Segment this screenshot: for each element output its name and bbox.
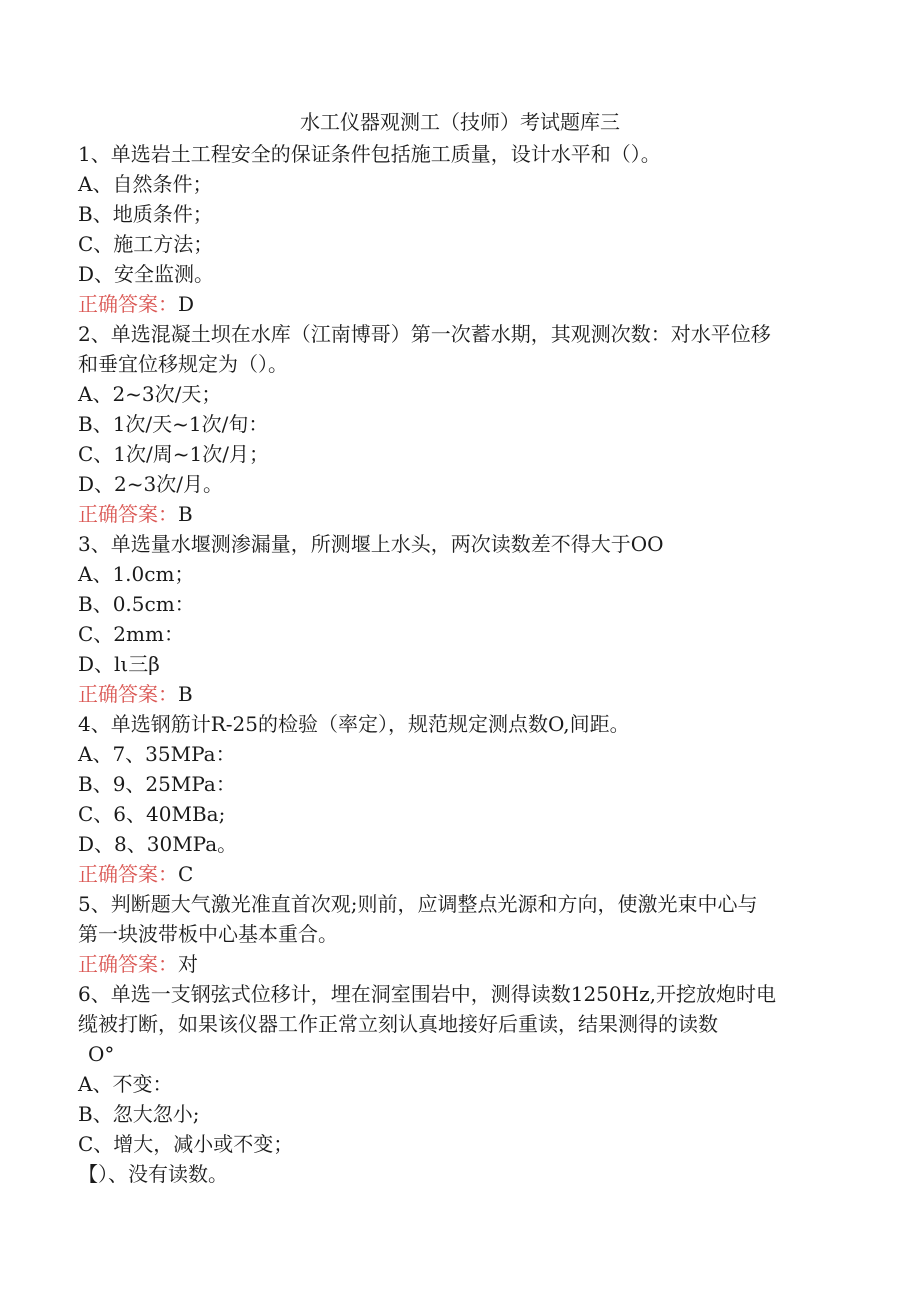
answer-option: 【）、没有读数。 — [78, 1162, 228, 1186]
question-block — [78, 529, 838, 709]
answer-option: C、增大，减小或不变； — [78, 1132, 294, 1156]
correct-answer-value: B — [178, 502, 193, 526]
answer-option: A、1.0cm； — [78, 562, 195, 586]
answer-option: B、地质条件； — [78, 202, 213, 226]
correct-answer-value: D — [178, 292, 195, 316]
question-text-line: 5、判断题大气激光准直首次观;则前，应调整点光源和方向，使激光束中心与 — [78, 892, 758, 916]
answer-option: D、8、30MPa。 — [78, 832, 238, 856]
answer-option: C、2mm： — [78, 622, 184, 646]
question-block — [78, 889, 838, 979]
correct-answer — [78, 859, 838, 889]
question-text-line: 4、单选钢筋计R-25的检验（率定），规范规定测点数O,间距。 — [78, 712, 630, 736]
correct-answer-value: 对 — [178, 952, 198, 976]
answer-option: D、安全监测。 — [78, 262, 215, 286]
answer-option: B、0.5cm： — [78, 592, 195, 616]
answer-option: C、1次/周~1次/月； — [78, 442, 269, 466]
answer-option: A、不变： — [78, 1072, 173, 1096]
question-block — [78, 709, 838, 889]
correct-answer — [78, 679, 838, 709]
answer-option: C、施工方法； — [78, 232, 214, 256]
question-text-line: O° — [88, 1042, 115, 1066]
correct-answer-value: C — [178, 862, 194, 886]
question-block — [78, 979, 838, 1189]
answer-option: A、2~3次/天； — [78, 382, 222, 406]
answer-option: B、1次/天~1次/旬： — [78, 412, 269, 436]
correct-answer — [78, 499, 838, 529]
question-block — [78, 139, 838, 319]
question-text-line: 2、单选混凝土坝在水库（江南博哥）第一次蓄水期，其观测次数：对水平位移 — [78, 322, 771, 346]
question-text-line: 1、单选岩土工程安全的保证条件包括施工质量，设计水平和（）。 — [78, 142, 661, 166]
correct-answer-label: 正确答案： — [78, 862, 178, 886]
question-text-line: 第一块波带板中心基本重合。 — [78, 922, 338, 946]
answer-option: A、自然条件； — [78, 172, 213, 196]
correct-answer-label: 正确答案： — [78, 952, 178, 976]
question-text-line: 和垂宜位移规定为（）。 — [78, 352, 288, 376]
correct-answer — [78, 949, 838, 979]
correct-answer-label: 正确答案： — [78, 292, 178, 316]
question-text-line: 缆被打断，如果该仪器工作正常立刻认真地接好后重读，结果测得的读数 — [78, 1012, 718, 1036]
question-block — [78, 319, 838, 529]
correct-answer-label: 正确答案： — [78, 502, 178, 526]
correct-answer-label: 正确答案： — [78, 682, 178, 706]
correct-answer — [78, 289, 838, 319]
answer-option: D、lι三β — [78, 652, 160, 676]
question-text-line: 6、单选一支钢弦式位移计，埋在洞室围岩中，测得读数1250Hz,开挖放炮时电 — [78, 982, 776, 1006]
document-title: 水工仪器观测工（技师）考试题库三 — [300, 110, 620, 134]
answer-option: D、2~3次/月。 — [78, 472, 223, 496]
question-list — [78, 139, 838, 1189]
answer-option: A、7、35MPa： — [78, 742, 236, 766]
question-text-line: 3、单选量水堰测渗漏量，所测堰上水头，两次读数差不得大于OO — [78, 532, 664, 556]
correct-answer-value: B — [178, 682, 193, 706]
answer-option: B、9、25MPa： — [78, 772, 236, 796]
answer-option: B、忽大忽小; — [78, 1102, 200, 1126]
answer-option: C、6、40MBa; — [78, 802, 226, 826]
